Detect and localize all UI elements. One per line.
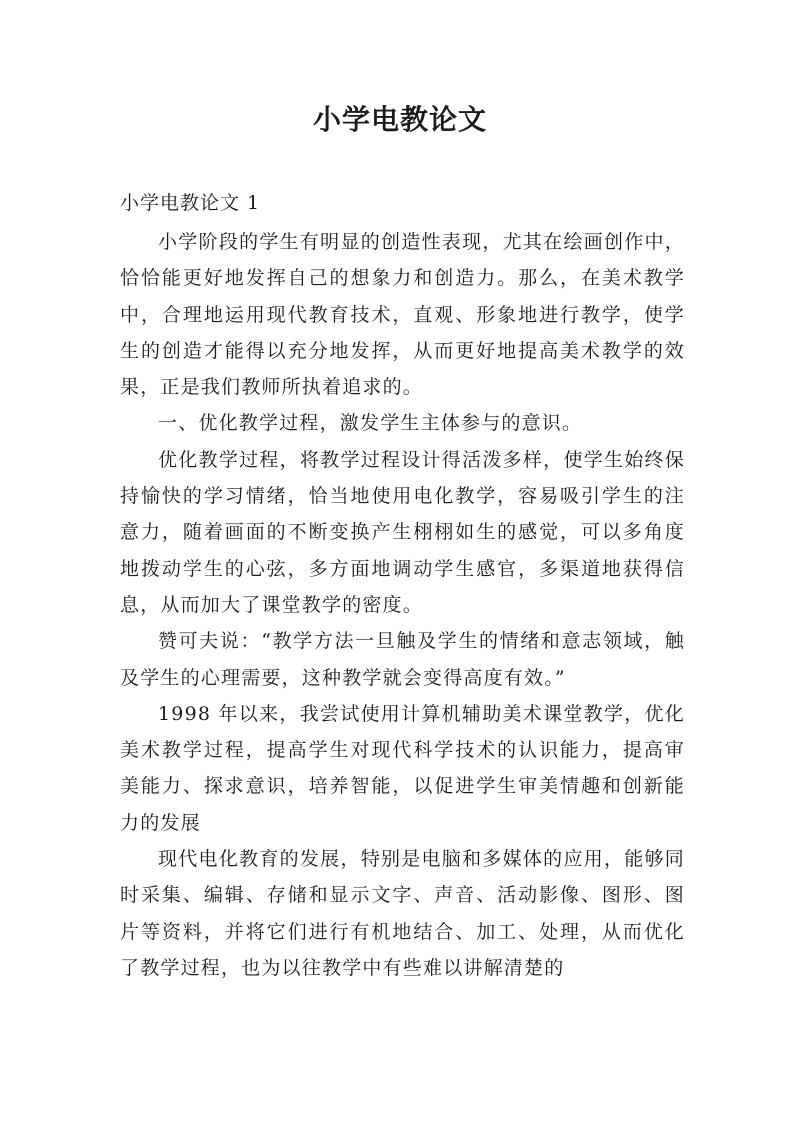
document-title: 小学电教论文 (312, 103, 487, 136)
paragraph-quote: 赞可夫说：“教学方法一旦触及学生的情绪和意志领域，触及学生的心理需要，这种教学就会变得高度有效。” (120, 630, 685, 689)
paragraph-1998: 1998 年以来，我尝试使用计算机辅助美术课堂教学，优化美术教学过程，提高学生对现代科学技术的认识能力，提高审美能力、探求意识，培养智能，以促进学生审美情趣和创新能力的发展 (120, 702, 685, 834)
paragraph-section-heading: 一、优化教学过程，激发学生主体参与的意识。 (158, 412, 583, 435)
section-heading: 小学电教论文 1 (120, 192, 261, 214)
paragraph-multimedia: 现代电化教育的发展，特别是电脑和多媒体的应用，能够同时采集、编辑、存储和显示文字、声音、活动影像、图形、图片等资料，并将它们进行有机地结合、加工、处理，从而优化了教学过程，也为以往教学中有些难以讲解清楚的 (120, 848, 685, 979)
document-body (120, 224, 685, 986)
paragraph-intro: 小学阶段的学生有明显的创造性表现，尤其在绘画创作中，恰恰能更好地发挥自己的想象力和创造力。那么，在美术教学中，合理地运用现代教育技术，直观、形象地进行教学，使学生的创造才能得以充分地发挥，从而更好地提高美术教学的效果，正是我们教师所执着追求的。 (120, 231, 685, 399)
paragraph-optimize: 优化教学过程，将教学过程设计得活泼多样，使学生始终保持愉快的学习情绪，恰当地使用电化教学，容易吸引学生的注意力，随着画面的不断变换产生栩栩如生的感觉，可以多角度地拨动学生的心弦，多方面地调动学生感官，多渠道地获得信息，从而加大了课堂教学的密度。 (120, 448, 685, 616)
